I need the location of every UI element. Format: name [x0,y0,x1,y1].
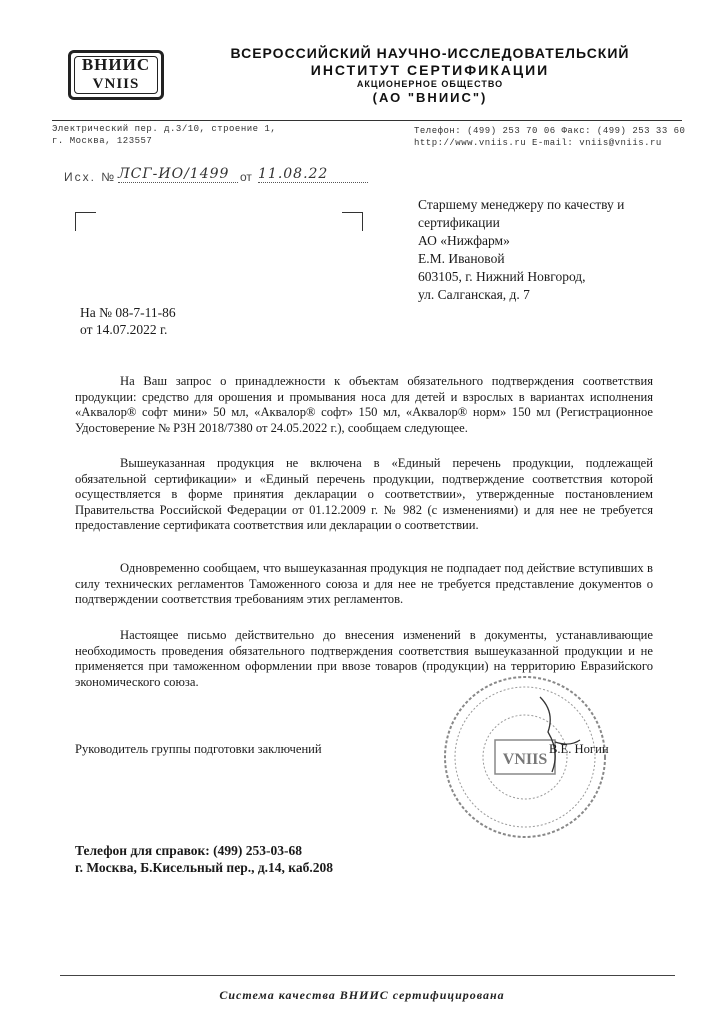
recipient-line: 603105, г. Нижний Новгород, [418,269,586,284]
body-paragraph-2: Вышеуказанная продукция не включена в «Единый перечень продукции, подлежащей обязательной сертификации» и «Единый перечень продукции, подтверждение соответствия которой осуществляется в форме принятия декларации о соответствии», утвержденные постановлением Правительства Российской Федерации от 01.12.2009 г. № 982 (с изменениями) и для нее не требуется предоставление сертификата соответствия или декларации о соответствии. [75,456,653,532]
recipient-line: Старшему менеджеру по качеству и [418,197,625,212]
address-bracket-right [342,212,363,231]
outgoing-number: ЛСГ-ИО/1499 [118,166,238,183]
recipient-line: Е.М. Ивановой [418,251,505,266]
address-bracket-left [75,212,96,231]
org-web: http://www.vniis.ru E-mail: vniis@vniis.ru [414,138,662,148]
org-name-line1: ВСЕРОССИЙСКИЙ НАУЧНО-ИССЛЕДОВАТЕЛЬСКИЙ [230,45,630,61]
recipient-line: АО «Нижфарм» [418,233,510,248]
body-paragraph-4: Настоящее письмо действительно до внесения изменений в документы, устанавливающие необходимость проведения обязательного подтверждения соответствия вышеуказанной продукции и не применяется при таможенном оформлении при ввозе товаров (продукции) на территорию Евразийского экономического союза. [75,628,653,689]
footer-quality-note: Система качества ВНИИС сертифицирована [219,988,505,1002]
stamp-text: VNIIS [502,751,548,768]
signatory-name: В.Е. Ногин [549,742,609,756]
recipient-line: ул. Салганская, д. 7 [418,287,530,302]
recipient-address [418,196,678,304]
recipient-line: сертификации [418,215,500,230]
footer-rule [60,975,675,976]
inquiry-address: г. Москва, Б.Кисельный пер., д.14, каб.208 [75,860,333,875]
org-name-line2: ИНСТИТУТ СЕРТИФИКАЦИИ [310,62,550,78]
outgoing-date: 11.08.22 [258,166,368,183]
logo-text-ru: ВНИИС [81,55,151,74]
vniis-logo [68,50,164,100]
org-phone: Телефон: (499) 253 70 06 Факс: (499) 253 33 60 [414,126,686,136]
org-address-line1: Электрический пер. д.3/10, строение 1, [52,124,277,134]
reference-date: от 14.07.2022 г. [80,322,168,337]
signatory-position: Руководитель группы подготовки заключений [75,742,322,756]
outgoing-date-label: от [240,170,252,184]
reference-number: На № 08-7-11-86 [80,305,176,320]
body-paragraph-3: Одновременно сообщаем, что вышеуказанная продукция не подпадает под действие вступивших в силу технических регламентов Таможенного союза и для нее не требуется представление документов о подтверждении соответствия требованиям этих регламентов. [75,561,653,606]
org-type: АКЦИОНЕРНОЕ ОБЩЕСТВО [356,79,504,89]
header-rule [52,120,682,121]
official-stamp [440,672,610,842]
outgoing-no-label: Исх. № [64,170,117,184]
inquiry-phone: Телефон для справок: (499) 253-03-68 [75,843,303,858]
logo-text-en: VNIIS [92,76,140,92]
org-short-name: (АО "ВНИИС") [372,90,488,105]
body-paragraph-1: На Ваш запрос о принадлежности к объектам обязательного подтверждения соответствия продукции: средство для орошения и промывания носа для детей и взрослых в вариантах исполнения «Аквалор® софт мини» 50 мл, «Аквалор® софт» 150 мл, «Аквалор® норм» 150 мл (Регистрационное Удостоверение № РЗН 2018/7380 от 24.05.2022 г.), сообщаем следующее. [75,374,653,435]
org-address-line2: г. Москва, 123557 [52,136,153,146]
